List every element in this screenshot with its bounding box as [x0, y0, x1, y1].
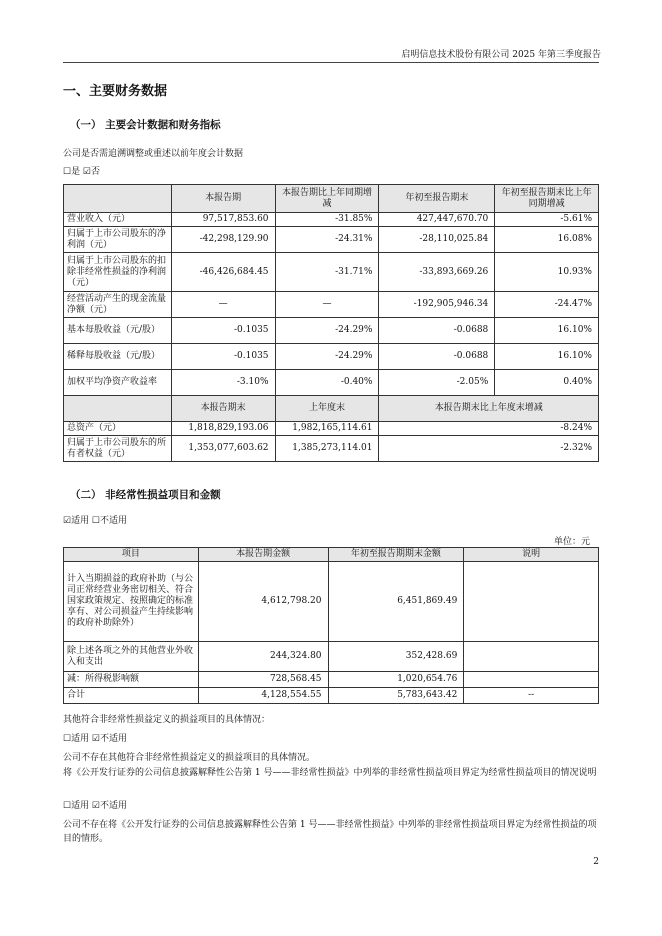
table-cell: -46,426,684.45 — [171, 253, 275, 292]
table-row — [64, 688, 599, 704]
table-row — [64, 672, 599, 688]
table-cell: 5,783,643.42 — [328, 688, 464, 704]
table-header-cell: 上年度末 — [275, 396, 379, 422]
table-cell: 1,385,273,114.01 — [275, 436, 379, 462]
table-cell: -28,110,025.84 — [379, 227, 495, 253]
row-label: 归属于上市公司股东的扣除非经常性损益的净利润（元） — [64, 253, 172, 292]
table-header-cell: 本报告期金额 — [198, 548, 328, 562]
table-row — [64, 436, 599, 462]
table-subheader-row — [64, 396, 599, 422]
row-label: 经营活动产生的现金流量净额（元） — [64, 292, 172, 318]
section-title: 一、主要财务数据 — [63, 84, 168, 99]
subsection-title-1: （一） 主要会计数据和财务指标 — [70, 119, 221, 131]
restatement-options: ☐是 ☑否 — [63, 167, 100, 177]
row-label: 基本每股收益（元/股） — [64, 318, 172, 344]
row-label: 减：所得税影响额 — [64, 672, 199, 688]
table-cell: 4,612,798.20 — [198, 562, 328, 642]
table-cell: 427,447,670.70 — [379, 213, 495, 227]
table-cell: 16.10% — [495, 344, 599, 370]
table-cell: -8.24% — [379, 422, 599, 436]
table-cell: 728,568.45 — [198, 672, 328, 688]
page-header: 启明信息技术股份有限公司 2025 年第三季度报告 — [401, 50, 601, 60]
table-header-cell: 年初至报告期末 — [379, 185, 495, 213]
row-label: 总资产（元） — [64, 422, 172, 436]
table-cell: -- — [464, 688, 599, 704]
row-label: 营业收入（元） — [64, 213, 172, 227]
table-header-cell: 说明 — [464, 548, 599, 562]
table-row — [64, 227, 599, 253]
table-cell: -24.31% — [275, 227, 379, 253]
table-row — [64, 642, 599, 672]
nonrecurring-options: ☑适用 ☐不适用 — [63, 516, 127, 526]
table-cell: -5.61% — [495, 213, 599, 227]
financial-data-table — [63, 184, 599, 462]
table-header-cell: 本报告期 — [171, 185, 275, 213]
table-cell: -3.10% — [171, 370, 275, 396]
table-cell: 352,428.69 — [328, 642, 464, 672]
table-cell: -33,893,669.26 — [379, 253, 495, 292]
table-cell: -24.47% — [495, 292, 599, 318]
row-label: 除上述各项之外的其他营业外收入和支出 — [64, 642, 199, 672]
table-cell: 1,353,077,603.62 — [171, 436, 275, 462]
table-row — [64, 562, 599, 642]
row-label: 合计 — [64, 688, 199, 704]
row-label: 加权平均净资产收益率 — [64, 370, 172, 396]
note-other-items: 其他符合非经常性损益定义的损益项目的具体情况： — [63, 715, 271, 725]
table-cell: 16.10% — [495, 318, 599, 344]
table-row — [64, 344, 599, 370]
table-cell — [464, 562, 599, 642]
table-cell — [464, 672, 599, 688]
table-cell: 1,982,165,114.61 — [275, 422, 379, 436]
row-label: 稀释每股收益（元/股） — [64, 344, 172, 370]
table-row — [64, 370, 599, 396]
row-label: 归属于上市公司股东的净利润（元） — [64, 227, 172, 253]
table-header-cell: 项目 — [64, 548, 199, 562]
table-cell — [464, 642, 599, 672]
table-header-cell: 本报告期末比上年度末增减 — [379, 396, 599, 422]
table-cell: -2.05% — [379, 370, 495, 396]
table-cell: -192,905,946.34 — [379, 292, 495, 318]
table-cell: — — [275, 292, 379, 318]
table-cell: -31.85% — [275, 213, 379, 227]
nonrecurring-table — [63, 547, 599, 704]
table-cell: 1,020,654.76 — [328, 672, 464, 688]
table-cell: 1,818,829,193.06 — [171, 422, 275, 436]
row-label: 计入当期损益的政府补助（与公司正常经营业务密切相关、符合国家政策规定、按照确定的标准享有、对公司损益产生持续影响的政府补助除外） — [64, 562, 199, 642]
table-header-cell: 年初至报告期末比上年同期增减 — [495, 185, 599, 213]
table-header-cell — [64, 185, 172, 213]
note-other-options: ☐适用 ☑不适用 — [63, 734, 127, 744]
table-cell: -0.1035 — [171, 318, 275, 344]
table-cell: 0.40% — [495, 370, 599, 396]
table-cell: 244,324.80 — [198, 642, 328, 672]
table-cell: -31.71% — [275, 253, 379, 292]
page-number: 2 — [593, 857, 599, 867]
table-header-cell: 年初至报告期期末金额 — [328, 548, 464, 562]
note-no-reclassification: 公司不存在将《公开发行证券的公司信息披露解释性公告第 1 号——非经常性损益》中列举的非经常性损益项目界定为经常性损益的项目的情形。 — [63, 820, 597, 844]
table-cell: -24.29% — [275, 318, 379, 344]
table-cell: 16.08% — [495, 227, 599, 253]
table-cell: 10.93% — [495, 253, 599, 292]
note-no-other-items: 公司不存在其他符合非经常性损益定义的损益项目的具体情况。 — [63, 753, 316, 763]
table-cell: -0.0688 — [379, 344, 495, 370]
subsection-title-2: （二） 非经常性损益项目和金额 — [70, 489, 221, 501]
table-row — [64, 422, 599, 436]
table-cell: -24.29% — [275, 344, 379, 370]
table-cell: -42,298,129.90 — [171, 227, 275, 253]
table-cell: -0.1035 — [171, 344, 275, 370]
restatement-question: 公司是否需追溯调整或重述以前年度会计数据 — [63, 149, 244, 159]
note-reclassification-options: ☐适用 ☑不适用 — [63, 801, 127, 811]
table-cell: -2.32% — [379, 436, 599, 462]
table-cell: 97,517,853.60 — [171, 213, 275, 227]
table-row — [64, 213, 599, 227]
note-reclassification: 将《公开发行证券的公司信息披露解释性公告第 1 号——非经常性损益》中列举的非经常性损益项目界定为经常性损益项目的情况说明 — [63, 768, 597, 778]
table-header-cell — [64, 396, 172, 422]
table-cell: -0.0688 — [379, 318, 495, 344]
table-header-cell: 本报告期末 — [171, 396, 275, 422]
table-cell: 6,451,869.49 — [328, 562, 464, 642]
table-row — [64, 292, 599, 318]
table-row — [64, 318, 599, 344]
table-cell: — — [171, 292, 275, 318]
table-cell: -0.40% — [275, 370, 379, 396]
table-row — [64, 253, 599, 292]
table-cell: 4,128,554.55 — [198, 688, 328, 704]
table-header-cell: 本报告期比上年同期增减 — [275, 185, 379, 213]
header-divider — [63, 62, 599, 63]
unit-label: 单位：元 — [553, 537, 590, 547]
row-label: 归属于上市公司股东的所有者权益（元） — [64, 436, 172, 462]
